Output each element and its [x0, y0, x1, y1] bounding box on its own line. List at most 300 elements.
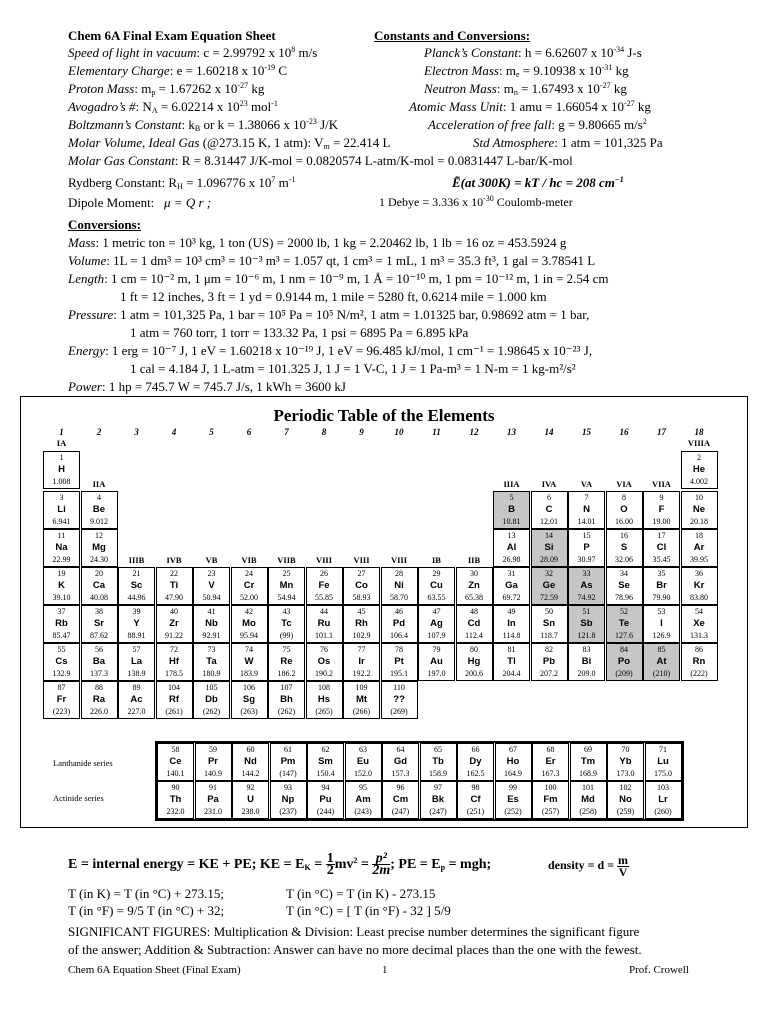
element-symbol: Br: [656, 580, 667, 591]
atomic-number: 70: [621, 745, 630, 754]
atomic-number: 67: [509, 745, 517, 754]
group-number-5: 5: [209, 427, 214, 437]
element-fr: [43, 681, 80, 719]
element-cu: [418, 567, 455, 605]
periodic-table: [20, 396, 748, 828]
atomic-mass: 126.9: [652, 631, 671, 640]
element-symbol: Ac: [130, 694, 143, 705]
element-symbol: Cd: [467, 618, 481, 629]
element-symbol: H: [58, 464, 65, 475]
element-symbol: Er: [545, 756, 556, 767]
atomic-number: 74: [245, 645, 253, 654]
group-number-4: 4: [171, 427, 177, 437]
element-si: [531, 529, 568, 567]
element-tb: [420, 743, 457, 781]
atomic-mass: 164.9: [504, 769, 522, 778]
group-number-11: 11: [432, 427, 441, 437]
element-symbol: Cs: [55, 656, 68, 667]
element-ta: [193, 643, 230, 681]
atomic-mass: 102.9: [352, 631, 371, 640]
element-symbol: Am: [355, 794, 371, 805]
group-number-9: 9: [359, 427, 364, 437]
element-b: [493, 491, 530, 529]
atomic-number: 7: [584, 493, 589, 502]
electron-mass: Electron Mass: $m_e = 9.10938$ x $10^{-31}$ kg: [424, 63, 629, 79]
element-symbol: Sm: [318, 756, 333, 767]
atomic-number: 110: [393, 683, 405, 692]
element-symbol: Ba: [92, 656, 106, 667]
group-label-g17: VIIA: [652, 479, 671, 489]
atomic-number: 80: [470, 645, 478, 654]
element-symbol: Bk: [431, 794, 445, 805]
atomic-number: 23: [207, 569, 216, 578]
element-cm: [382, 781, 419, 819]
element-in: [493, 605, 530, 643]
atomic-mass: 204.4: [502, 669, 521, 678]
element-be: [81, 491, 118, 529]
atomic-number: 87: [57, 683, 66, 692]
atomic-number: 53: [657, 607, 666, 616]
element-symbol: Lr: [658, 794, 668, 805]
element-ba: [81, 643, 118, 681]
molar-gas-constant: Molar Gas Constant: R = 8.31447 J/K-mol = 0.0820574 L-atm/K-mol = 0.0831447 L-bar/K-mol: [68, 153, 573, 168]
atomic-number: 94: [321, 783, 330, 792]
element-symbol: Mg: [92, 542, 106, 553]
atomic-number: 59: [209, 745, 217, 754]
atomic-number: 3: [59, 493, 64, 502]
atomic-number: 85: [657, 645, 666, 654]
element-symbol: P: [583, 542, 590, 553]
element-bi: [568, 643, 605, 681]
atomic-mass: 85.47: [52, 631, 71, 640]
element-no: [607, 781, 644, 819]
element-gd: [382, 743, 419, 781]
element-symbol: B: [508, 504, 515, 515]
atomic-number: 82: [545, 645, 553, 654]
atomic-mass: 167.3: [541, 769, 560, 778]
atomic-number: 96: [396, 783, 405, 792]
atomic-number: 9: [659, 493, 664, 502]
element-symbol: Bi: [581, 656, 592, 667]
atomic-mass: 162.5: [466, 769, 485, 778]
atomic-mass: 173.0: [616, 769, 635, 778]
footer-left: Chem 6A Equation Sheet (Final Exam): [68, 964, 241, 976]
element-n: [568, 491, 605, 529]
element-symbol: Ga: [505, 580, 518, 591]
atomic-mass: (210): [652, 669, 671, 678]
molar-volume: Molar Volume, Ideal Gas (@273.15 K, 1 atm): $V_m = 22.414$ L: [68, 135, 391, 151]
elementary-charge: Elementary Charge: e = 1.60218 x $10^{-19}$ C: [68, 63, 288, 78]
atomic-number: 2: [697, 453, 701, 462]
element-symbol: Fm: [543, 794, 558, 805]
atomic-number: 44: [320, 607, 328, 616]
element-lr: [645, 781, 682, 819]
atomic-number: 89: [132, 683, 141, 692]
atomic-mass: 186.2: [277, 669, 296, 678]
atomic-mass: 138.9: [127, 669, 146, 678]
element-kr: [681, 567, 718, 605]
atomic-mass: 232.0: [166, 807, 185, 816]
atomic-number: 102: [619, 783, 632, 792]
element-f: [643, 491, 680, 529]
atomic-mass: 44.96: [127, 593, 146, 602]
atomic-number: 64: [396, 745, 405, 754]
element-symbol: Ho: [506, 756, 520, 767]
element-mt: [343, 681, 380, 719]
atomic-number: 19: [57, 569, 66, 578]
atomic-number: 99: [509, 783, 517, 792]
atomic-number: 73: [207, 645, 216, 654]
element-symbol: Hs: [317, 694, 331, 705]
element-al: [493, 529, 530, 567]
atomic-number: 103: [657, 783, 669, 792]
atomic-mass: 30.97: [577, 555, 596, 564]
group-number-15: 15: [582, 427, 591, 437]
element-fm: [532, 781, 569, 819]
element-symbol: Pu: [319, 794, 332, 805]
element-symbol: Sc: [130, 580, 143, 591]
atomic-mass: 192.2: [352, 669, 371, 678]
atomic-mass: 132.9: [52, 669, 71, 678]
atomic-number: 86: [695, 645, 703, 654]
atomic-number: 62: [321, 745, 330, 754]
element-ce: [157, 743, 194, 781]
conv-energy: Energy: 1 erg = 10⁻⁷ J, 1 eV = 1.60218 x 10⁻¹⁹ J, 1 eV = 96.485 kJ/mol, 1 cm⁻¹ = 1.98645 x 10⁻²³ J,: [68, 343, 593, 358]
dipole-moment: Dipole Moment: μ = Q r ;: [68, 195, 212, 210]
atomic-number: 40: [170, 607, 178, 616]
atomic-mass: 106.4: [390, 631, 408, 640]
atomic-mass: 101.1: [315, 631, 333, 640]
element-tl: [493, 643, 530, 681]
atomic-mass: (261): [165, 707, 183, 716]
element-rf: [156, 681, 193, 719]
atomic-mass: 127.6: [615, 631, 633, 640]
element-pu: [307, 781, 344, 819]
group-label-g11: IB: [432, 555, 441, 565]
group-number-18: 18: [694, 427, 704, 437]
atomic-mass: 54.94: [277, 593, 296, 602]
atomic-number: 61: [284, 745, 292, 754]
atomic-number: 25: [282, 569, 291, 578]
atomic-mass: 58.93: [352, 593, 371, 602]
element-symbol: Ir: [358, 656, 365, 667]
conv-power: Power: 1 hp = 745.7 W = 745.7 J/s, 1 kWh = 3600 kJ: [68, 379, 346, 394]
atomic-mass: 55.85: [315, 593, 333, 602]
element-as: [568, 567, 605, 605]
element-symbol: Na: [55, 542, 68, 553]
atomic-mass: 65.38: [465, 593, 483, 602]
atomic-mass: 16.00: [615, 517, 633, 526]
atomic-mass: 52.00: [240, 593, 258, 602]
element-symbol: C: [545, 504, 553, 515]
element-cd: [456, 605, 493, 643]
page-number: 1: [382, 964, 388, 976]
element-symbol: Rn: [692, 656, 706, 667]
atomic-number: 63: [359, 745, 367, 754]
element-symbol: Sb: [580, 618, 593, 629]
element-k: [43, 567, 80, 605]
group-number-14: 14: [544, 427, 554, 437]
element-ar: [681, 529, 718, 567]
element-symbol: Os: [317, 656, 331, 667]
element-symbol: Nd: [244, 756, 257, 767]
atomic-mass: 140.1: [166, 769, 185, 778]
element-symbol: Pt: [394, 656, 404, 667]
group-label-g14: IVA: [541, 479, 557, 489]
element-symbol: Ag: [430, 618, 443, 629]
atomic-number: 42: [245, 607, 253, 616]
atomic-number: 60: [246, 745, 255, 754]
atomic-mass: (259): [616, 807, 635, 816]
element-symbol: ??: [393, 694, 405, 705]
element-pd: [381, 605, 418, 643]
atomic-mass: 79.90: [652, 593, 671, 602]
element-symbol: Sg: [242, 694, 256, 705]
element-ca: [81, 567, 118, 605]
atomic-number: 98: [471, 783, 480, 792]
atomic-mass: 197.0: [427, 669, 446, 678]
group-label-g7: VIIB: [277, 555, 296, 565]
element-symbol: Be: [92, 504, 106, 515]
element-symbol: Hg: [467, 656, 481, 667]
element-symbol: Fe: [318, 580, 330, 591]
atomic-number: 79: [432, 645, 441, 654]
atomic-mass: 150.4: [316, 769, 335, 778]
temp-c-from-k: T (in °C) = T (in K) - 273.15: [286, 886, 436, 901]
element-cf: [457, 781, 494, 819]
element-br: [643, 567, 680, 605]
atomic-number: 108: [318, 683, 330, 692]
sigfig-line-2: of the answer; Addition & Subtraction: Answer can have no more decimal places than the one with the fewest.: [68, 942, 642, 957]
element-er: [532, 743, 569, 781]
element-symbol: F: [658, 504, 665, 515]
element-os: [306, 643, 343, 681]
atomic-mass: 168.9: [579, 769, 597, 778]
temp-f-from-c: T (in °F) = 9/5 T (in °C) + 32;: [68, 903, 225, 918]
element-symbol: Cm: [392, 794, 409, 805]
atomic-number: 109: [355, 683, 368, 692]
atomic-number: 106: [243, 683, 255, 692]
element-sb: [568, 605, 605, 643]
atomic-number: 50: [545, 607, 553, 616]
element-symbol: Tc: [281, 618, 292, 629]
element-sn: [531, 605, 568, 643]
element-sm: [307, 743, 344, 781]
element-pm: [270, 743, 307, 781]
group-label-g2: IIA: [92, 479, 106, 489]
atomic-mass: (257): [541, 807, 560, 816]
atomic-mass: 183.9: [240, 669, 258, 678]
atomic-mass: (99): [279, 631, 294, 640]
atomic-number: 97: [434, 783, 442, 792]
element-symbol: Np: [281, 794, 295, 805]
atomic-mass: 209.0: [577, 669, 596, 678]
conv-volume: Volume: 1L = 1 dm³ = 10³ cm³ = 10⁻³ m³ = 1.057 qt, 1 cm³ = 1 mL, 1 m³ = 35.3 ft³, 1 gal = 3.78541 L: [68, 253, 596, 268]
element-h: [43, 451, 80, 489]
atomic-mass: 158.9: [429, 769, 447, 778]
element-symbol: Po: [617, 656, 631, 667]
element-symbol: V: [208, 580, 215, 591]
element-rh: [343, 605, 380, 643]
atomic-mass: 39.10: [52, 593, 71, 602]
element-v: [193, 567, 230, 605]
element-symbol: Kr: [693, 580, 705, 591]
atomic-number: 43: [282, 607, 291, 616]
atomic-number: 78: [395, 645, 403, 654]
element-w: [231, 643, 268, 681]
atomic-number: 14: [545, 531, 553, 540]
conv-energy-2: 1 cal = 4.184 J, 1 L-atm = 101.325 J, 1 J = 1 V-C, 1 J = 1 Pa-m³ = 1 N-m = 1 kg-m²/s²: [130, 361, 576, 376]
atomic-number: 16: [620, 531, 628, 540]
atomic-mass: 14.01: [577, 517, 596, 526]
boltzmann-constant: Boltzmann’s Constant: $k_B$ or k = 1.38066 x $10^{-23}$ J/K: [68, 117, 339, 133]
conv-length: Length: 1 cm = 10⁻² m, 1 μm = 10⁻⁶ m, 1 nm = 10⁻⁹ m, 1 Å = 10⁻¹⁰ m, 1 pm = 10⁻¹² m, 1 in = 2.54 cm: [68, 271, 609, 286]
atomic-mass: 28.09: [540, 555, 558, 564]
element-symbol: W: [244, 656, 254, 667]
atomic-mass: 74.92: [577, 593, 596, 602]
element-na: [43, 529, 80, 567]
atomic-mass: (243): [354, 807, 372, 816]
element-symbol: Ta: [206, 656, 217, 667]
element-ra: [81, 681, 118, 719]
element-symbol: Ra: [92, 694, 106, 705]
atomic-number: 33: [582, 569, 591, 578]
group-label-g1: IA: [56, 438, 67, 448]
atomic-mass: 9.012: [90, 517, 108, 526]
atomic-mass: 88.91: [127, 631, 146, 640]
element-mo: [231, 605, 268, 643]
element-cs: [43, 643, 80, 681]
atomic-number: 66: [471, 745, 480, 754]
group-label-g15: VA: [580, 479, 593, 489]
element-xe: [681, 605, 718, 643]
element-at: [643, 643, 680, 681]
atomic-number: 5: [509, 493, 514, 502]
atomic-mass: 95.94: [240, 631, 258, 640]
element-symbol: Zn: [468, 580, 480, 591]
element-symbol: Ru: [317, 618, 331, 629]
atomic-mass: (269): [390, 707, 408, 716]
element-sc: [118, 567, 155, 605]
atomic-mass: (247): [391, 807, 410, 816]
element-symbol: Si: [544, 542, 554, 553]
group-number-1: 1: [59, 427, 64, 437]
atomic-number: 57: [132, 645, 141, 654]
atomic-mass: (223): [52, 707, 71, 716]
atomic-number: 39: [132, 607, 141, 616]
atomic-number: 12: [95, 531, 103, 540]
element-eu: [345, 743, 382, 781]
conv-pressure: Pressure: 1 atm = 101,325 Pa, 1 bar = 10⁵ Pa = 10⁵ N/m², 1 atm = 1.01325 bar, 0.98692 atm = 1 bar,: [68, 307, 590, 322]
element-re: [268, 643, 305, 681]
element-symbol: Pd: [392, 618, 406, 629]
element-ag: [418, 605, 455, 643]
element-cl: [643, 529, 680, 567]
element-symbol: Pa: [207, 794, 219, 805]
element-symbol: Ne: [692, 504, 706, 515]
actinide-label: Actinide series: [53, 793, 104, 803]
planck-constant: Planck’s Constant: h = 6.62607 x $10^{-34}$ J-s: [424, 45, 642, 60]
atomic-mass: (258): [579, 807, 597, 816]
atomic-number: 11: [57, 531, 66, 540]
element-te: [606, 605, 643, 643]
atomic-number: 65: [434, 745, 442, 754]
atomic-number: 92: [246, 783, 255, 792]
atomic-mass: 180.9: [202, 669, 221, 678]
energy-equations: E = internal energy = KE + PE; KE = $E_K$ = $\frac{1}{2}$ $mv^2$ = $\frac{\text{p²}}{2m}$ ; PE = $E_p$ = mgh;: [68, 851, 492, 879]
atomic-number: 69: [584, 745, 592, 754]
element-yb: [607, 743, 644, 781]
element-unknownunknown: [381, 681, 418, 719]
atomic-number: 22: [170, 569, 178, 578]
atomic-number: 13: [507, 531, 516, 540]
element-symbol: Es: [507, 794, 519, 805]
proton-mass: Proton Mass: $m_p = 1.67262$ x $10^{-27}$ kg: [68, 81, 265, 97]
atomic-mass: (222): [690, 669, 708, 678]
element-th: [157, 781, 194, 819]
element-pr: [195, 743, 232, 781]
atomic-number: 6: [547, 493, 551, 502]
element-symbol: Li: [57, 504, 66, 515]
free-fall-acceleration: Acceleration of free fall: g = 9.80665 $m/s^2$: [428, 117, 647, 132]
atomic-mass: 226.0: [90, 707, 108, 716]
element-symbol: O: [620, 504, 628, 515]
element-tc: [268, 605, 305, 643]
speed-of-light: Speed of light in vacuum: c = 2.99792 x $10^8$ m/s: [68, 45, 318, 60]
element-zn: [456, 567, 493, 605]
atomic-number: 4: [97, 493, 101, 502]
atomic-number: 26: [320, 569, 328, 578]
element-md: [570, 781, 607, 819]
element-au: [418, 643, 455, 681]
atomic-mass: 107.9: [427, 631, 446, 640]
element-symbol: Mt: [355, 694, 368, 705]
element-symbol: Tm: [580, 756, 596, 767]
element-symbol: Db: [205, 694, 218, 705]
element-symbol: Cl: [656, 542, 667, 553]
atomic-mass: 10.81: [502, 517, 521, 526]
element-symbol: K: [58, 580, 65, 591]
element-symbol: Pr: [207, 756, 219, 767]
element-symbol: Ar: [693, 542, 705, 553]
element-es: [495, 781, 532, 819]
element-symbol: Bh: [280, 694, 293, 705]
atomic-mass: 39.95: [690, 555, 708, 564]
atomic-number: 107: [280, 683, 293, 692]
conv-mass: Mass: 1 metric ton = 10³ kg, 1 ton (US) = 2000 lb, 1 kg = 2.20462 lb, 1 lb = 16 oz = 453.5924 g: [68, 235, 567, 250]
element-hg: [456, 643, 493, 681]
element-i: [643, 605, 680, 643]
element-symbol: Zr: [169, 618, 179, 629]
element-symbol: Y: [133, 618, 140, 629]
element-sg: [231, 681, 268, 719]
atomic-mass: (262): [277, 707, 296, 716]
element-p: [568, 529, 605, 567]
periodic-table-title: Periodic Table of the Elements: [273, 406, 495, 425]
atomic-mass: 157.3: [391, 769, 410, 778]
element-nb: [193, 605, 230, 643]
atomic-number: 55: [57, 645, 66, 654]
element-symbol: Hf: [168, 656, 180, 667]
atomic-mass: (263): [240, 707, 258, 716]
atomic-number: 31: [507, 569, 516, 578]
atomic-number: 10: [695, 493, 703, 502]
atomic-mass: 72.59: [540, 593, 558, 602]
avogadro-number: Avogadro’s #: $N_A = 6.02214$ x $10^{23}$ mol$^{-1}$: [68, 99, 278, 115]
element-symbol: Pm: [280, 756, 296, 767]
element-symbol: Cu: [430, 580, 443, 591]
atomic-mass: 91.22: [165, 631, 183, 640]
